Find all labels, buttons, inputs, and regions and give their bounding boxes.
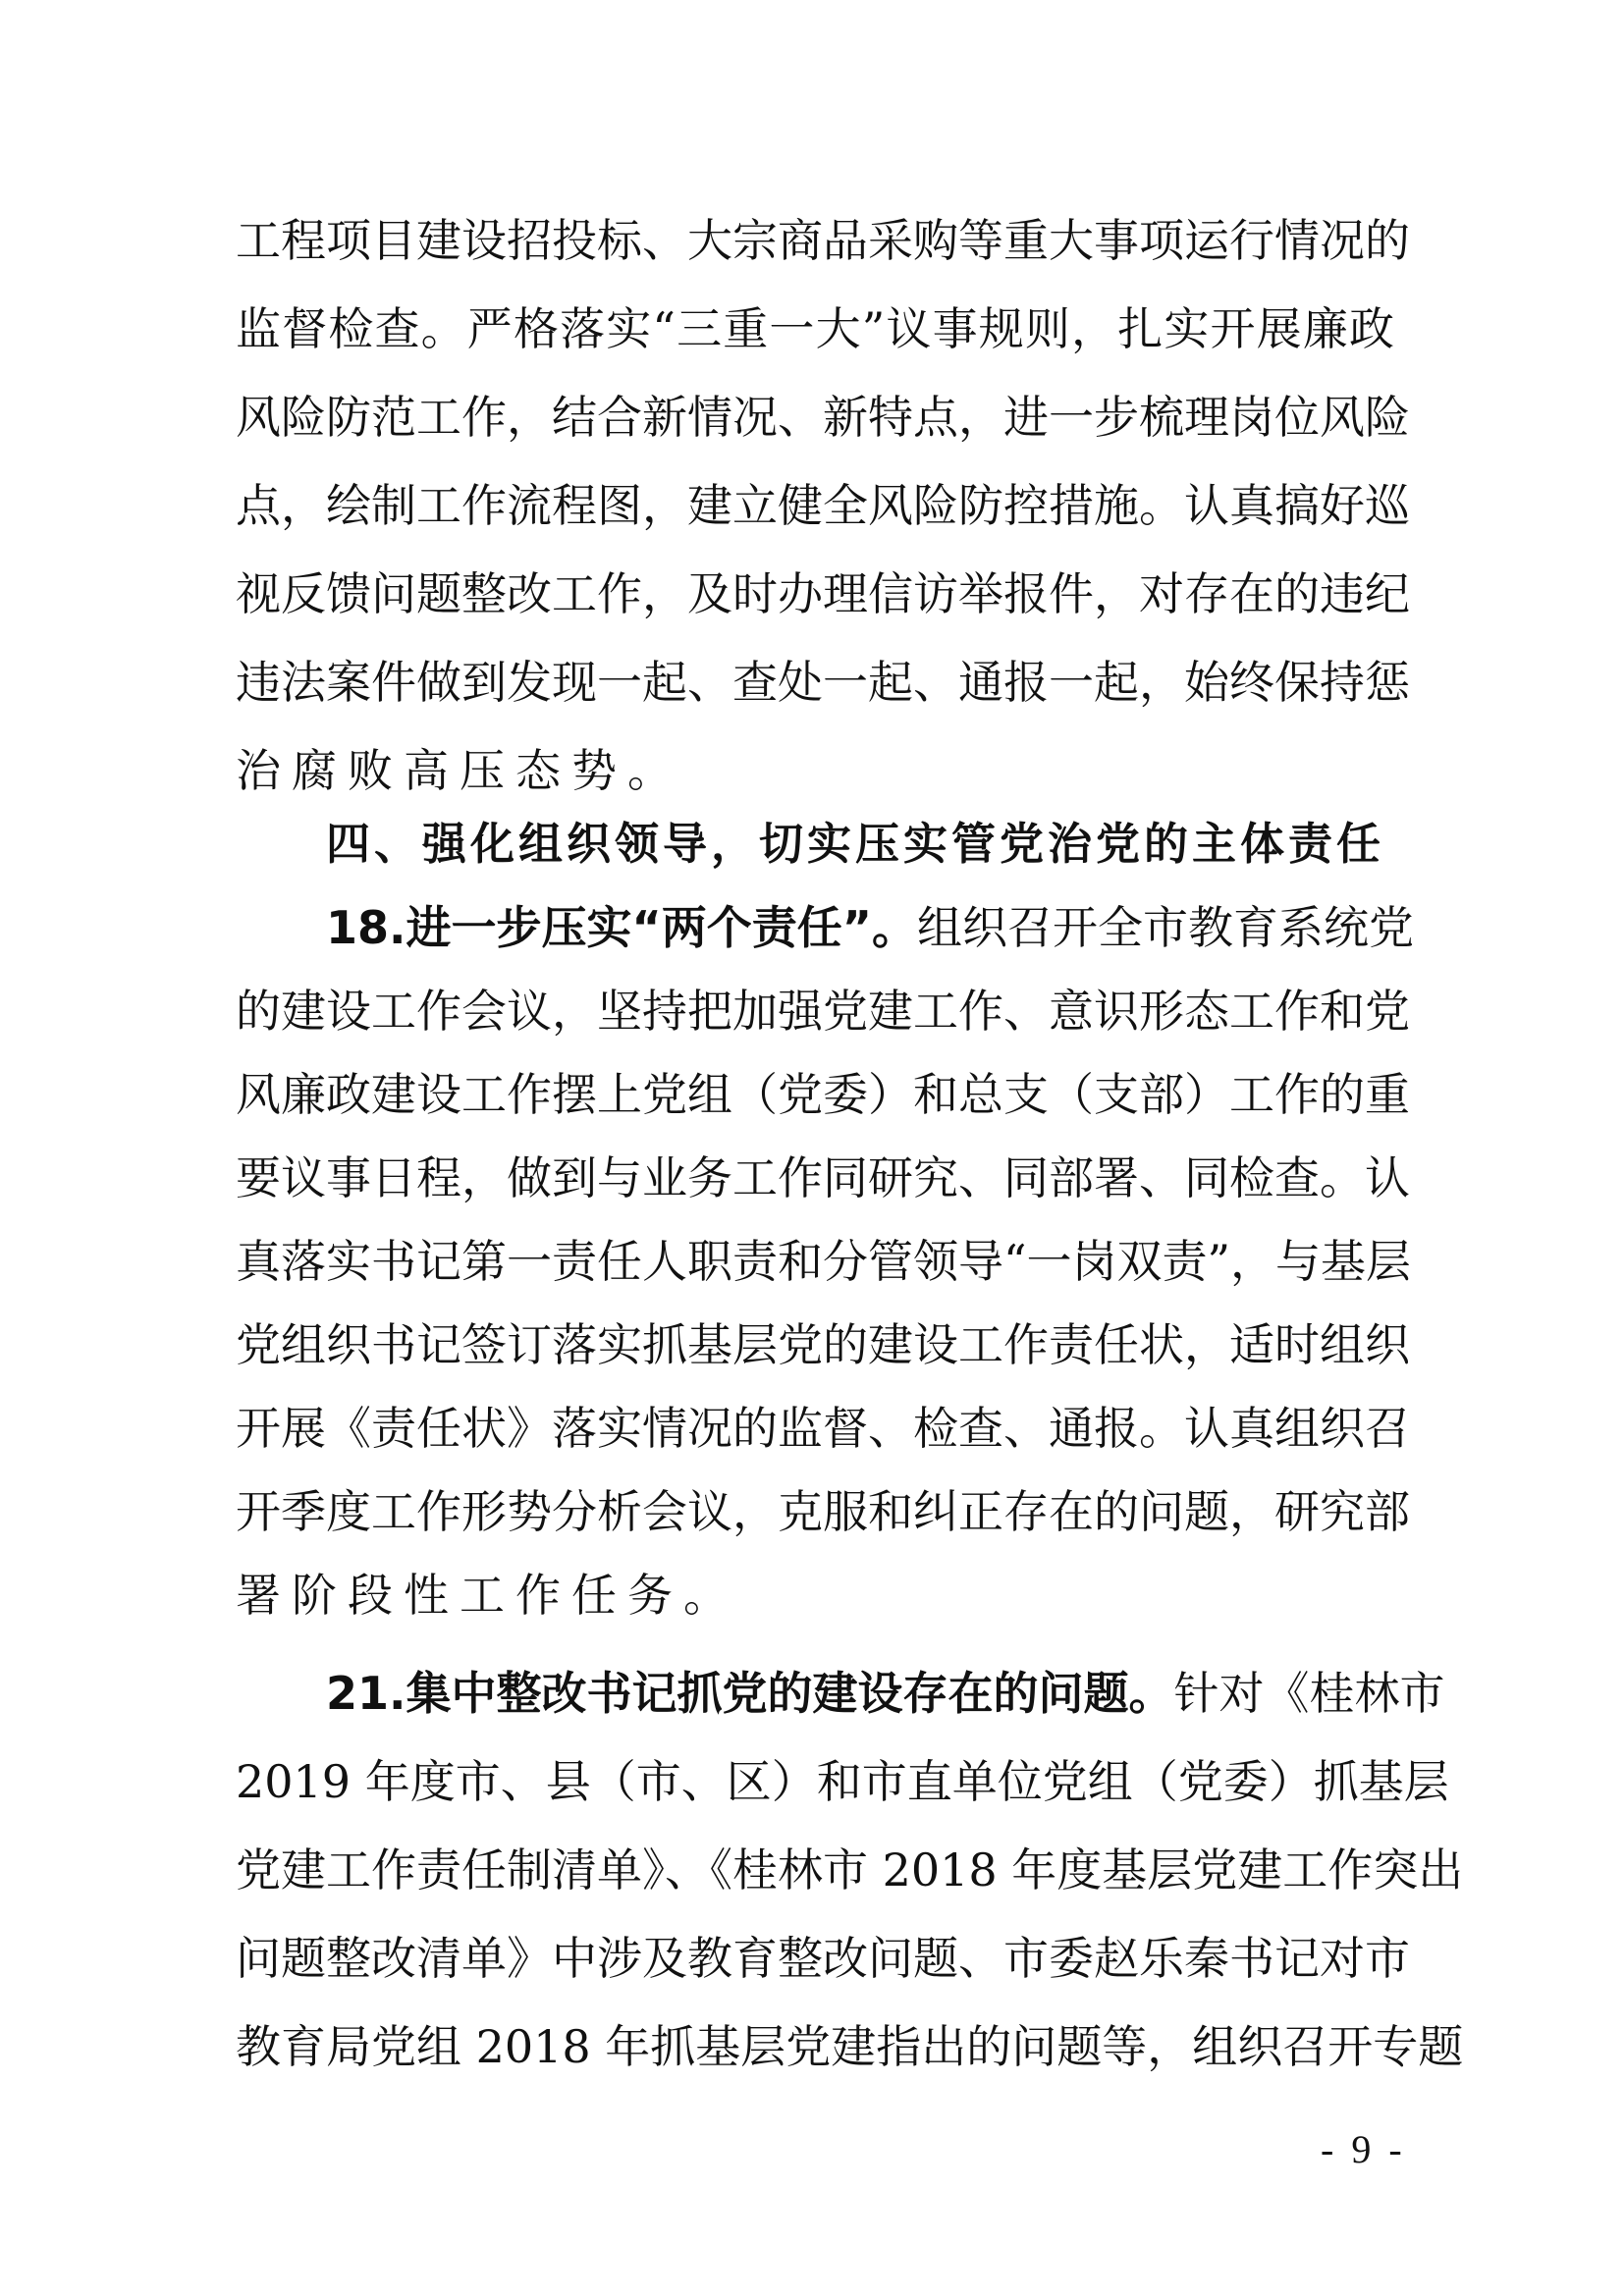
paragraph-line: 风险防范工作，结合新情况、新特点，进一步梳理岗位风险	[236, 391, 1410, 444]
section-heading: 四、强化组织领导，切实压实管党治党的主体责任	[326, 818, 1385, 870]
paragraph-line: 开季度工作形势分析会议，克服和纠正存在的问题，研究部	[236, 1485, 1410, 1538]
paragraph-line: 要议事日程，做到与业务工作同研究、同部署、同检查。认	[236, 1151, 1410, 1204]
paragraph-line: 违法案件做到发现一起、查处一起、通报一起，始终保持惩	[236, 656, 1410, 709]
paragraph-line: 真落实书记第一责任人职责和分管领导“一岗双责”，与基层	[236, 1235, 1412, 1288]
paragraph-line: 的建设工作会议，坚持把加强党建工作、意识形态工作和党	[236, 985, 1410, 1038]
paragraph-line: 工程项目建设招投标、大宗商品采购等重大事项运行情况的	[236, 214, 1410, 267]
paragraph-line: 点，绘制工作流程图，建立健全风险防控措施。认真搞好巡	[236, 479, 1410, 532]
paragraph-line: 视反馈问题整改工作，及时办理信访举报件，对存在的违纪	[236, 567, 1410, 620]
paragraph-line: 风廉政建设工作摆上党组（党委）和总支（支部）工作的重	[236, 1068, 1410, 1121]
item-21-lead: 21.集中整改书记抓党的建设存在的问题。	[326, 1667, 1174, 1720]
paragraph-line: 教育局党组 2018 年抓基层党建指出的问题等，组织召开专题	[236, 2020, 1464, 2073]
paragraph-line: 治腐败高压态势。	[236, 744, 683, 797]
item-21-first-line-rest: 针对《桂林市	[1173, 1667, 1445, 1720]
item-21-first-line	[326, 1654, 1445, 1733]
item-18-lead: 18.进一步压实“两个责任”。	[326, 901, 917, 954]
item-18-first-line	[326, 888, 1414, 967]
paragraph-line: 开展《责任状》落实情况的监督、检查、通报。认真组织召	[236, 1402, 1410, 1455]
paragraph-line: 党组织书记签订落实抓基层党的建设工作责任状，适时组织	[236, 1318, 1410, 1371]
paragraph-line: 署阶段性工作任务。	[236, 1569, 739, 1622]
item-18-first-line-rest: 组织召开全市教育系统党	[916, 901, 1414, 954]
paragraph-line: 2019 年度市、县（市、区）和市直单位党组（党委）抓基层	[236, 1755, 1449, 1808]
page-number: - 9 -	[1321, 2127, 1406, 2171]
paragraph-line: 问题整改清单》中涉及教育整改问题、市委赵乐秦书记对市	[236, 1932, 1410, 1985]
paragraph-line: 党建工作责任制清单》、《桂林市 2018 年度基层党建工作突出	[236, 1843, 1464, 1896]
paragraph-line: 监督检查。严格落实“三重一大”议事规则，扎实开展廉政	[236, 302, 1394, 355]
